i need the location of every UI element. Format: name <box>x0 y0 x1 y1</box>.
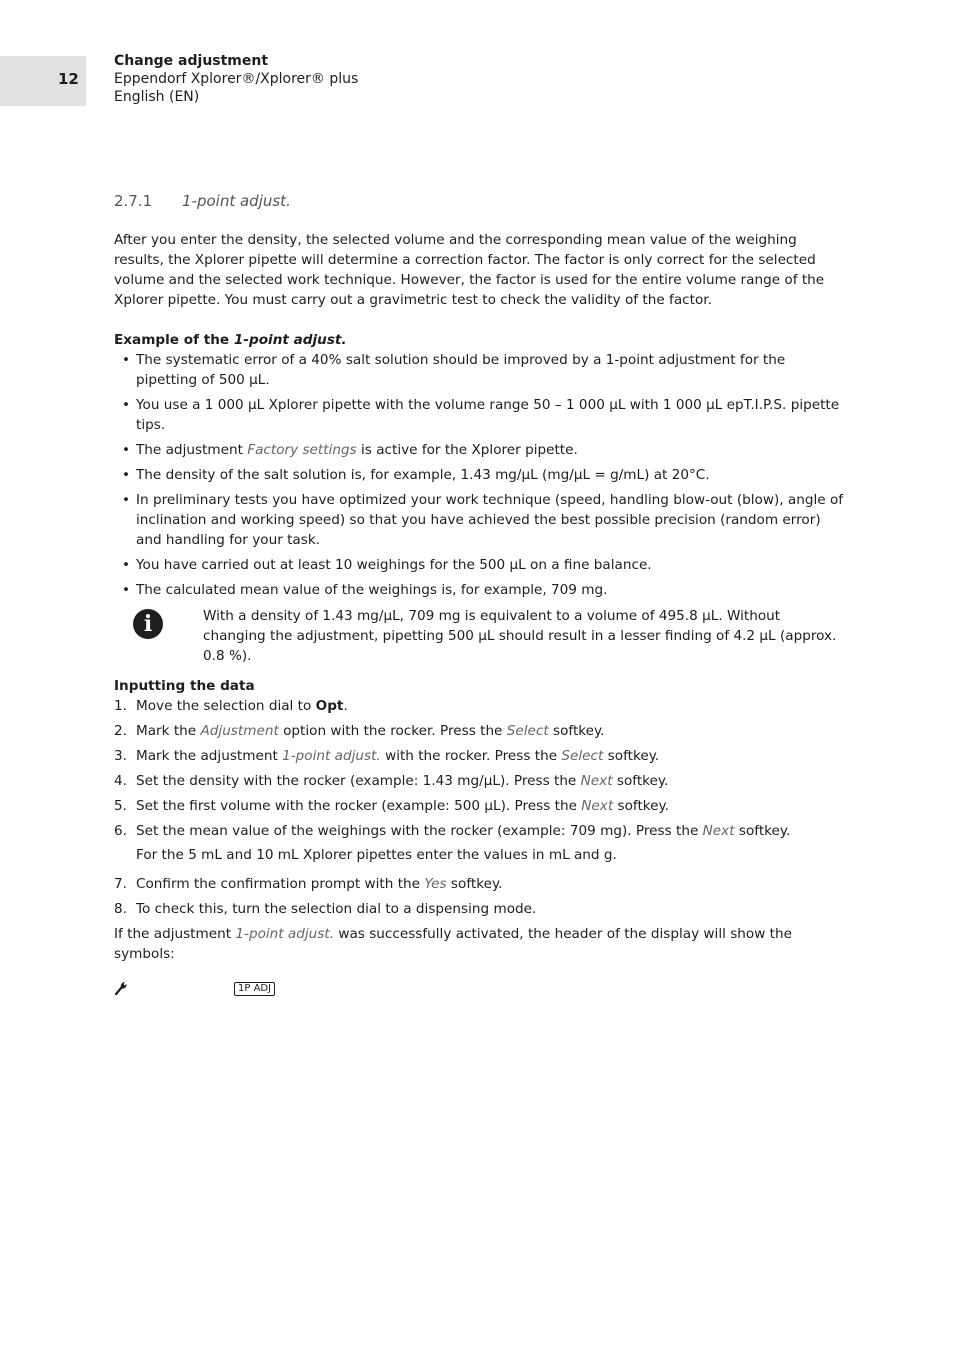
text: softkey. <box>446 876 503 892</box>
language-label: English (EN) <box>114 89 200 105</box>
example-heading-term: 1-point adjust. <box>233 332 347 348</box>
software-term: Next <box>581 798 614 814</box>
text: Set the density with the rocker (example: 1.43 mg/µL). Press the <box>136 773 581 789</box>
step-item <box>114 874 844 894</box>
text: Set the first volume with the rocker (example: 500 µL). Press the <box>136 798 582 814</box>
info-icon: i <box>133 609 163 639</box>
example-heading-prefix: Example of the <box>114 332 234 348</box>
main-content <box>114 230 844 1010</box>
text: softkey. <box>613 798 669 814</box>
step-number: 6. <box>114 823 127 839</box>
product-name: Eppendorf Xplorer®/Xplorer® plus <box>114 71 359 87</box>
list-item <box>114 440 844 460</box>
step-number: 2. <box>114 723 127 739</box>
text: option with the rocker. Press the <box>278 723 507 739</box>
list-item: • You use a 1 000 µL Xplorer pipette with the volume range 50 – 1 000 µL with 1 000 µL epT.I.P.S. pipette tips. <box>114 395 844 435</box>
section-number: 2.7.1 <box>114 192 153 210</box>
text: To check this, turn the selection dial to a dispensing mode. <box>136 901 537 917</box>
inputting-heading: Inputting the data <box>114 678 255 694</box>
step-note: For the 5 mL and 10 mL Xplorer pipettes enter the values in mL and g. <box>136 847 617 863</box>
step-number: 4. <box>114 773 127 789</box>
chapter-title: Change adjustment <box>114 53 269 69</box>
step-number: 8. <box>114 901 127 917</box>
step-number: 7. <box>114 876 127 892</box>
step-item <box>114 796 844 816</box>
step-number: 5. <box>114 798 127 814</box>
text: . <box>343 698 348 714</box>
step-item <box>114 696 844 716</box>
text: Mark the adjustment <box>136 748 283 764</box>
text: softkey. <box>548 723 605 739</box>
text: softkey. <box>603 748 660 764</box>
text: Move the selection dial to <box>136 698 316 714</box>
text: The adjustment <box>136 442 248 458</box>
step-item <box>114 771 844 791</box>
text: If the adjustment <box>114 926 236 942</box>
intro-paragraph: After you enter the density, the selected volume and the corresponding mean value of the weighing results, the Xplorer pipette will determine a correction factor. The factor is only correct for the selected volume and the selected work technique. However, the factor is used for the entire volume range of the Xplorer pipette. You must carry out a gravimetric test to check the validity of the factor. <box>114 232 825 308</box>
software-term: Select <box>561 748 604 764</box>
section-title: 1-point adjust. <box>182 192 291 210</box>
text: Set the mean value of the weighings with the rocker (example: 709 mg). Press the <box>136 823 703 839</box>
section-heading <box>114 192 291 210</box>
software-term: Next <box>702 823 735 839</box>
list-item: • You have carried out at least 10 weighings for the 500 µL on a fine balance. <box>114 555 844 575</box>
software-term: 1-point adjust. <box>235 926 335 942</box>
step-item <box>114 899 844 919</box>
software-term: 1-point adjust. <box>282 748 381 764</box>
note-text: With a density of 1.43 mg/µL, 709 mg is equivalent to a volume of 495.8 µL. Without changing the adjustment, pipetting 500 µL should result in a lesser finding of 4.2 µL (approx. 0.8 %). <box>203 608 837 664</box>
list-item: • In preliminary tests you have optimized your work technique (speed, handling blow-out (blow), angle of inclination and working speed) so that you have achieved the best possible precision (random error) and handling for your task. <box>114 490 844 550</box>
info-note <box>114 606 844 666</box>
step-item <box>114 746 844 766</box>
text: softkey. <box>734 823 791 839</box>
closing-paragraph <box>114 924 844 964</box>
step-number: 3. <box>114 748 127 764</box>
list-item: • The density of the salt solution is, for example, 1.43 mg/µL (mg/µL = g/mL) at 20°C. <box>114 465 844 485</box>
text: Confirm the confirmation prompt with the <box>136 876 425 892</box>
list-item: • The systematic error of a 40% salt solution should be improved by a 1-point adjustment for the pipetting of 500 µL. <box>114 350 844 390</box>
text: is active for the Xplorer pipette. <box>356 442 578 458</box>
text: with the rocker. Press the <box>380 748 562 764</box>
software-term: Yes <box>424 876 447 892</box>
running-header <box>114 52 358 106</box>
software-term: Next <box>580 773 613 789</box>
step-item <box>114 721 844 741</box>
software-term: Select <box>506 723 549 739</box>
example-list <box>114 350 844 600</box>
example-heading <box>114 330 844 350</box>
list-item: • The calculated mean value of the weighings is, for example, 709 mg. <box>114 580 844 600</box>
text: Mark the <box>136 723 201 739</box>
steps-list <box>114 696 844 919</box>
text: was successfully activated, the header of the display will show the symbols: <box>114 926 792 962</box>
step-item <box>114 821 844 865</box>
display-symbols <box>114 980 844 1010</box>
one-point-adjust-badge: 1P ADJ <box>234 982 275 996</box>
page-number: 12 <box>58 70 79 88</box>
step-number: 1. <box>114 698 127 714</box>
software-term: Factory settings <box>247 442 357 458</box>
dial-position: Opt <box>315 698 344 714</box>
software-term: Adjustment <box>200 723 279 739</box>
text: softkey. <box>612 773 669 789</box>
wrench-icon <box>114 980 128 1002</box>
